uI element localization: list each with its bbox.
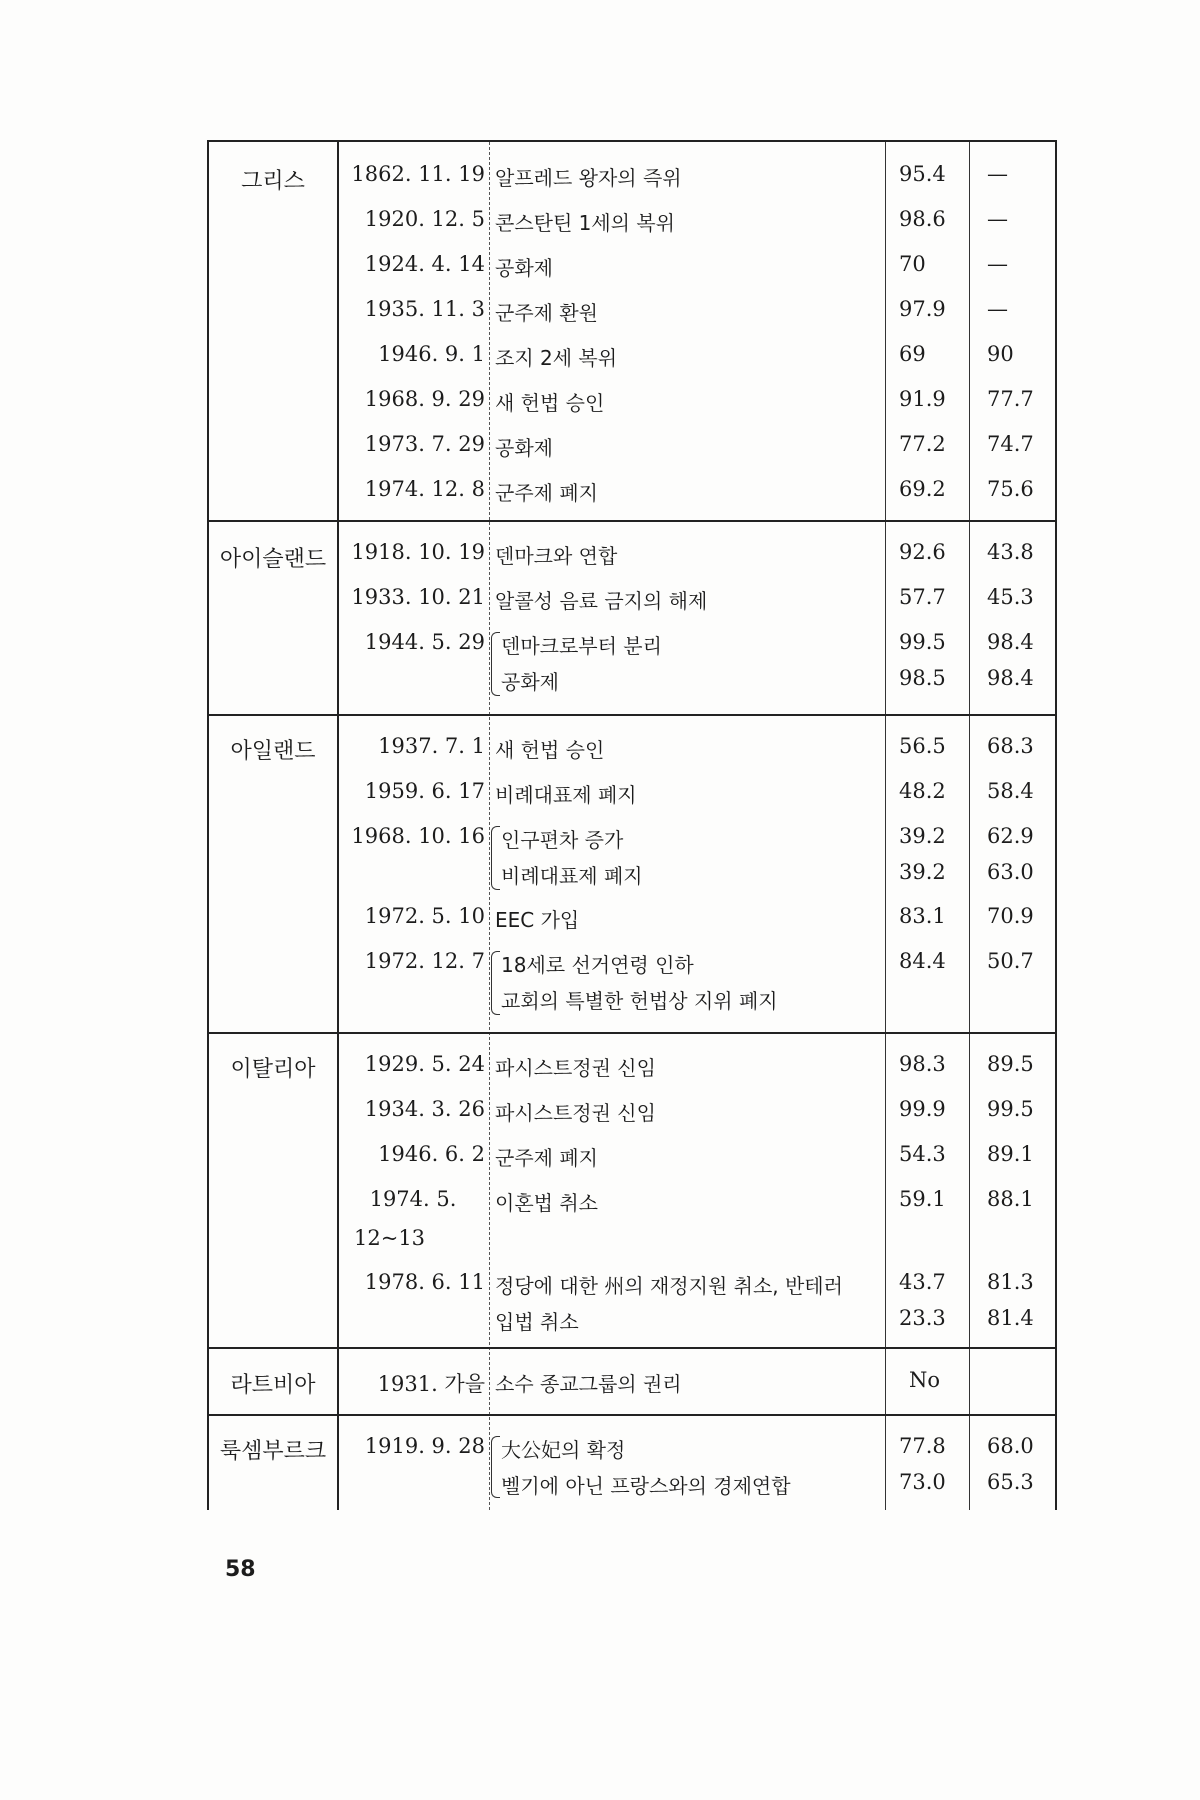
country-greece: 그리스 bbox=[241, 169, 305, 194]
value-a-cell: 77.8 bbox=[899, 1434, 946, 1458]
country-luxembourg: 룩셈부르크 bbox=[219, 1439, 327, 1464]
event-cell: 이혼법 취소 bbox=[495, 1191, 598, 1215]
table-row bbox=[209, 207, 1055, 251]
value-a-cell: 39.2 bbox=[899, 860, 946, 884]
value-b-cell: 68.3 bbox=[987, 734, 1034, 758]
value-a-cell: 69 bbox=[899, 342, 926, 366]
table-row bbox=[209, 1052, 1055, 1096]
table-row bbox=[209, 387, 1055, 431]
table-row bbox=[209, 1187, 1055, 1231]
date-cell: 1944. 5. 29 bbox=[364, 630, 485, 654]
value-b-cell: 75.6 bbox=[987, 477, 1034, 501]
date-cell: 1920. 12. 5 bbox=[364, 207, 485, 231]
value-a-cell: 39.2 bbox=[899, 824, 946, 848]
value-a-cell: 69.2 bbox=[899, 477, 946, 501]
date-cell: 1946. 6. 2 bbox=[378, 1142, 485, 1166]
event-cell: 정당에 대한 州의 재정지원 취소, 반테러 bbox=[495, 1274, 843, 1298]
event-cell: 18세로 선거연령 인하 bbox=[501, 953, 694, 977]
value-a-cell: No bbox=[909, 1368, 941, 1392]
event-cell: 알프레드 왕자의 즉위 bbox=[495, 166, 682, 190]
table-row bbox=[209, 540, 1055, 584]
table-row bbox=[209, 860, 1055, 904]
table-row bbox=[209, 904, 1055, 948]
value-b-cell: 89.1 bbox=[987, 1142, 1034, 1166]
event-cell: 인구편차 증가 bbox=[501, 828, 624, 852]
event-cell: 파시스트정권 신임 bbox=[495, 1101, 656, 1125]
value-a-cell: 98.5 bbox=[899, 666, 946, 690]
event-cell: 大公妃의 확정 bbox=[501, 1438, 626, 1462]
date-cell: 1973. 7. 29 bbox=[364, 432, 485, 456]
country-iceland: 아이슬랜드 bbox=[219, 547, 327, 572]
value-a-cell: 48.2 bbox=[899, 779, 946, 803]
value-b-cell: 45.3 bbox=[987, 585, 1034, 609]
value-b-cell: 70.9 bbox=[987, 904, 1034, 928]
event-cell: 입법 취소 bbox=[495, 1310, 579, 1334]
date-cell: 1968. 9. 29 bbox=[364, 387, 485, 411]
value-b-cell: — bbox=[987, 207, 1008, 231]
value-b-cell: — bbox=[987, 252, 1008, 276]
event-cell: 군주제 환원 bbox=[495, 301, 598, 325]
date-cell: 1862. 11. 19 bbox=[351, 162, 485, 186]
event-cell: 공화제 bbox=[495, 436, 553, 460]
event-cell: 조지 2세 복위 bbox=[495, 346, 618, 370]
date-cell: 1978. 6. 11 bbox=[364, 1270, 485, 1294]
table-row bbox=[209, 1097, 1055, 1141]
date-cell: 1918. 10. 19 bbox=[351, 540, 485, 564]
value-a-cell: 57.7 bbox=[899, 585, 946, 609]
value-a-cell: 99.9 bbox=[899, 1097, 946, 1121]
date-cell: 1974. 12. 8 bbox=[364, 477, 485, 501]
date-cell: 1933. 10. 21 bbox=[351, 585, 485, 609]
event-cell: 소수 종교그룹의 권리 bbox=[495, 1372, 682, 1396]
date-cell: 12~13 bbox=[354, 1226, 426, 1250]
value-b-cell: 81.4 bbox=[987, 1306, 1034, 1330]
value-a-cell: 83.1 bbox=[899, 904, 946, 928]
table-row bbox=[209, 585, 1055, 629]
date-cell: 1924. 4. 14 bbox=[364, 252, 485, 276]
event-cell: 콘스탄틴 1세의 복위 bbox=[495, 211, 675, 235]
value-a-cell: 56.5 bbox=[899, 734, 946, 758]
event-cell: 알콜성 음료 금지의 해제 bbox=[495, 589, 708, 613]
date-cell: 1929. 5. 24 bbox=[364, 1052, 485, 1076]
value-b-cell: 99.5 bbox=[987, 1097, 1034, 1121]
table-row bbox=[209, 297, 1055, 341]
date-cell: 1972. 12. 7 bbox=[364, 949, 485, 973]
value-a-cell: 43.7 bbox=[899, 1270, 946, 1294]
date-cell: 1919. 9. 28 bbox=[364, 1434, 485, 1458]
value-b-cell: — bbox=[987, 162, 1008, 186]
referendum-table bbox=[207, 140, 1057, 1510]
date-cell: 1935. 11. 3 bbox=[364, 297, 485, 321]
event-cell: 벨기에 아닌 프랑스와의 경제연합 bbox=[501, 1474, 791, 1498]
table-row bbox=[209, 666, 1055, 710]
date-cell: 1959. 6. 17 bbox=[364, 779, 485, 803]
value-a-cell: 98.3 bbox=[899, 1052, 946, 1076]
value-b-cell: 62.9 bbox=[987, 824, 1034, 848]
event-cell: 교회의 특별한 헌법상 지위 폐지 bbox=[501, 989, 778, 1013]
value-a-cell: 59.1 bbox=[899, 1187, 946, 1211]
event-cell: EEC 가입 bbox=[495, 908, 580, 932]
event-cell: 파시스트정권 신임 bbox=[495, 1056, 656, 1080]
table-row bbox=[209, 342, 1055, 386]
value-a-cell: 97.9 bbox=[899, 297, 946, 321]
event-cell: 새 헌법 승인 bbox=[495, 738, 605, 762]
value-a-cell: 95.4 bbox=[899, 162, 946, 186]
value-a-cell: 99.5 bbox=[899, 630, 946, 654]
value-b-cell: — bbox=[987, 297, 1008, 321]
value-b-cell: 88.1 bbox=[987, 1187, 1034, 1211]
value-a-cell: 91.9 bbox=[899, 387, 946, 411]
value-a-cell: 84.4 bbox=[899, 949, 946, 973]
event-cell: 공화제 bbox=[501, 670, 559, 694]
value-b-cell: 68.0 bbox=[987, 1434, 1034, 1458]
value-b-cell: 58.4 bbox=[987, 779, 1034, 803]
table-row bbox=[209, 477, 1055, 521]
section-divider bbox=[209, 714, 1055, 716]
value-a-cell: 70 bbox=[899, 252, 926, 276]
event-cell: 덴마크와 연합 bbox=[495, 544, 618, 568]
table-row bbox=[209, 1226, 1055, 1270]
value-a-cell: 23.3 bbox=[899, 1306, 946, 1330]
section-divider bbox=[209, 1414, 1055, 1416]
table-row bbox=[209, 162, 1055, 206]
event-cell: 군주제 폐지 bbox=[495, 1146, 598, 1170]
value-b-cell: 50.7 bbox=[987, 949, 1034, 973]
value-b-cell: 89.5 bbox=[987, 1052, 1034, 1076]
country-italy: 이탈리아 bbox=[230, 1057, 316, 1082]
value-a-cell: 54.3 bbox=[899, 1142, 946, 1166]
date-cell: 1931. 가을 bbox=[377, 1372, 485, 1396]
date-cell: 1946. 9. 1 bbox=[378, 342, 485, 366]
value-b-cell: 63.0 bbox=[987, 860, 1034, 884]
value-b-cell: 90 bbox=[987, 342, 1014, 366]
table-row bbox=[209, 432, 1055, 476]
table-row bbox=[209, 1470, 1055, 1514]
date-cell: 1972. 5. 10 bbox=[364, 904, 485, 928]
date-cell: 1968. 10. 16 bbox=[351, 824, 485, 848]
page-number: 58 bbox=[225, 1557, 256, 1582]
event-cell: 비례대표제 폐지 bbox=[501, 864, 643, 888]
event-cell: 비례대표제 폐지 bbox=[495, 783, 637, 807]
value-a-cell: 73.0 bbox=[899, 1470, 946, 1494]
event-cell: 새 헌법 승인 bbox=[495, 391, 605, 415]
table-row bbox=[209, 779, 1055, 823]
date-cell: 1934. 3. 26 bbox=[364, 1097, 485, 1121]
table-row bbox=[209, 1368, 1055, 1412]
table-row bbox=[209, 985, 1055, 1029]
event-cell: 군주제 폐지 bbox=[495, 481, 598, 505]
value-b-cell: 98.4 bbox=[987, 630, 1034, 654]
value-b-cell: 98.4 bbox=[987, 666, 1034, 690]
table-row bbox=[209, 1142, 1055, 1186]
value-b-cell: 43.8 bbox=[987, 540, 1034, 564]
table-row bbox=[209, 734, 1055, 778]
value-b-cell: 77.7 bbox=[987, 387, 1034, 411]
value-a-cell: 98.6 bbox=[899, 207, 946, 231]
section-divider bbox=[209, 1032, 1055, 1034]
date-cell: 1937. 7. 1 bbox=[378, 734, 485, 758]
value-a-cell: 77.2 bbox=[899, 432, 946, 456]
value-a-cell: 92.6 bbox=[899, 540, 946, 564]
table-row bbox=[209, 1306, 1055, 1350]
table-row bbox=[209, 252, 1055, 296]
value-b-cell: 81.3 bbox=[987, 1270, 1034, 1294]
event-cell: 덴마크로부터 분리 bbox=[501, 634, 662, 658]
value-b-cell: 74.7 bbox=[987, 432, 1034, 456]
event-cell: 공화제 bbox=[495, 256, 553, 280]
date-cell: 1974. 5. bbox=[369, 1187, 457, 1211]
country-ireland: 아일랜드 bbox=[230, 739, 316, 764]
country-latvia: 라트비아 bbox=[230, 1373, 316, 1398]
value-b-cell: 65.3 bbox=[987, 1470, 1034, 1494]
